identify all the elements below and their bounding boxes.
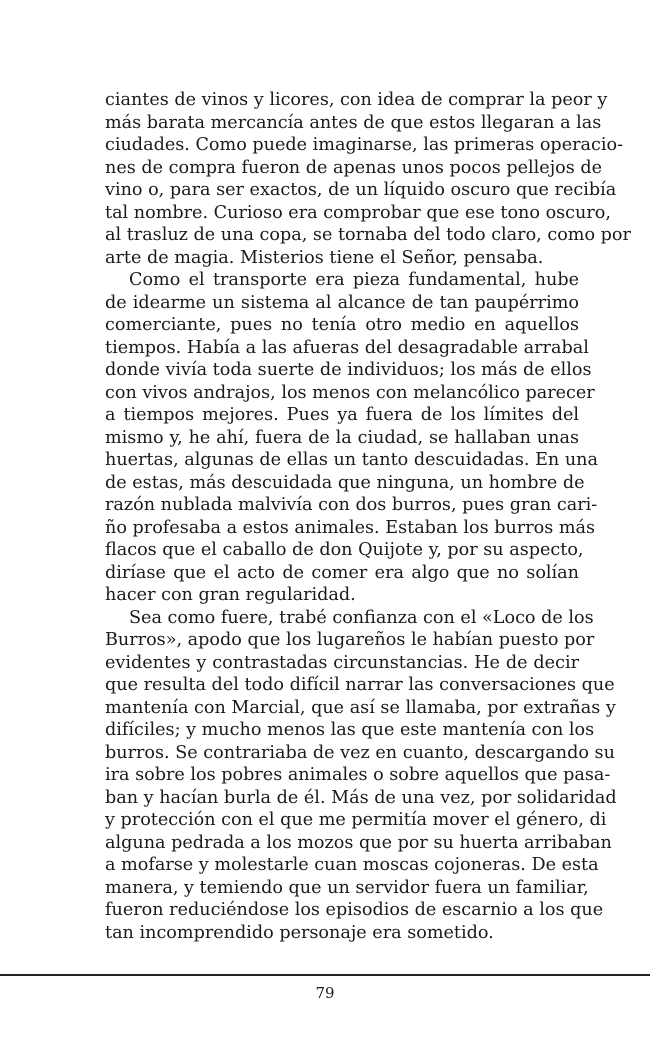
text-line: difíciles; y mucho menos las que este mantenía con los (105, 720, 595, 740)
text-line: comerciante, pues no tenía otro medio en aquellos (105, 315, 579, 335)
text-line: que resulta del todo difícil narrar las conversaciones que (105, 675, 615, 695)
text-line: ira sobre los pobres animales o sobre aquellos que pasa- (105, 765, 611, 785)
text-line: fueron reduciéndose los episodios de escarnio a los que (105, 900, 604, 920)
text-line: burros. Se contrariaba de vez en cuanto, descargando su (105, 742, 615, 763)
text-line: nes de compra fueron de apenas unos pocos pellejos de (105, 157, 603, 178)
text-line: tan incomprendido personaje era sometido. (105, 922, 494, 943)
text-line: ño profesaba a estos animales. Estaban los burros más (105, 517, 596, 538)
text-line: arte de magia. Misterios tiene el Señor, pensaba. (105, 247, 544, 268)
text-line: y protección con el que me permitía mover el género, di (105, 810, 607, 830)
page-number: 79 (315, 984, 335, 1002)
text-line: flacos que el caballo de don Quijote y, por su aspecto, (105, 540, 584, 560)
text-line: Como el transporte era pieza fundamental, hube (129, 270, 579, 290)
body-text (105, 89, 631, 944)
text-line: manera, y temiendo que un servidor fuera un familiar, (105, 877, 589, 898)
text-line: evidentes y contrastadas circunstancias. He de decir (105, 652, 579, 673)
text-line: Burros», apodo que los lugareños le habían puesto por (105, 630, 595, 650)
text-line: huertas, algunas de ellas un tanto descuidadas. En una (105, 450, 599, 470)
text-line: ciantes de vinos y licores, con idea de comprar la peor y (105, 90, 608, 110)
text-line: más barata mercancía antes de que estos llegaran a las (105, 112, 602, 133)
text-line: ban y hacían burla de él. Más de una vez, por solidaridad (105, 787, 617, 808)
text-line: de estas, más descuidada que ninguna, un hombre de (105, 472, 585, 493)
text-line: donde vivía toda suerte de individuos; los más de ellos (105, 360, 592, 380)
text-line: con vivos andrajos, los menos con melancólico parecer (105, 382, 595, 403)
text-line: Sea como fuere, trabé confianza con el «Loco de los (129, 607, 594, 628)
text-line: tal nombre. Curioso era comprobar que ese tono oscuro, (105, 202, 611, 223)
text-line: alguna pedrada a los mozos que por su huerta arribaban (105, 832, 612, 853)
text-line: tiempos. Había a las afueras del desagradable arrabal (105, 337, 589, 358)
text-line: a mofarse y molestarle cuan moscas cojoneras. De esta (105, 855, 599, 875)
text-line: mismo y, he ahí, fuera de la ciudad, se hallaban unas (105, 427, 579, 448)
text-line: vino o, para ser exactos, de un líquido oscuro que recibía (105, 180, 617, 200)
text-line: a tiempos mejores. Pues ya fuera de los límites del (105, 405, 579, 425)
text-line: al trasluz de una copa, se tornaba del todo claro, como por (105, 225, 631, 245)
text-line: mantenía con Marcial, que así se llamaba, por extrañas y (105, 697, 616, 718)
text-line: hacer con gran regularidad. (105, 585, 356, 605)
footer-rule (0, 974, 650, 976)
text-line: diríase que el acto de comer era algo que no solían (105, 562, 579, 583)
text-line: de idearme un sistema al alcance de tan paupérrimo (105, 292, 579, 313)
text-line: razón nublada malvivía con dos burros, pues gran cari- (105, 495, 598, 515)
text-line: ciudades. Como puede imaginarse, las primeras operacio- (105, 135, 624, 155)
